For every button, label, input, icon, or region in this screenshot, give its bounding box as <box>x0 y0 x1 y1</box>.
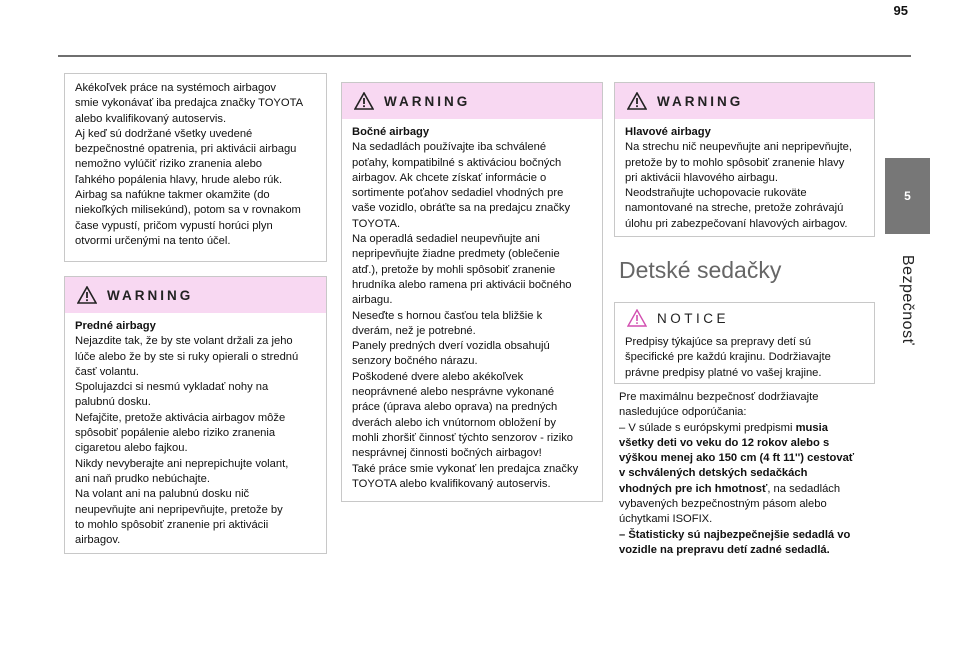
text-line: Panely predných dverí vozidla obsahujú <box>352 340 550 353</box>
bullet-line: výškou menej ako 150 cm (4 ft 11'') cestovať <box>619 452 855 465</box>
text-line: Poškodené dvere alebo akékoľvek <box>352 370 524 383</box>
text-line: spôsobiť popálenie alebo riziko zranenia <box>75 427 276 440</box>
text-line: Na volant ani na palubnú dosku nič <box>75 488 250 501</box>
text-line: Nefajčite, pretože aktivácia airbagov môže <box>75 411 286 424</box>
text-line: ani naň prudko nebúchajte. <box>75 472 210 485</box>
warning-heading: Hlavové airbagy <box>625 126 711 138</box>
airbag-info-box <box>64 73 327 262</box>
text-line: nepripevňujte žiadne predmety (oblečenie <box>352 248 560 261</box>
text-line: dverách alebo ich vnútornom obložení by <box>352 416 556 429</box>
notice-header <box>615 303 874 333</box>
text-line: Aj keď sú dodržané všetky uvedené <box>75 127 253 140</box>
text-line: namontované na streche, pretože zohrávajú <box>625 202 844 215</box>
text-line: airbagov. <box>75 534 121 547</box>
warning-header <box>65 277 326 313</box>
text-line: špecifické pre každú krajinu. Dodržiavajte <box>625 351 831 364</box>
text-line: právne predpisy platné vo vašej krajine. <box>625 366 822 379</box>
notice-title: NOTICE <box>657 310 730 326</box>
text-line: mohli zhoršiť činnosť týchto senzorov - riziko <box>352 431 574 444</box>
bullet-line: vhodných pre ich hmotnosť, na sedadlách <box>619 482 841 495</box>
text-line: Nejazdite tak, že by ste volant držali za jeho <box>75 335 293 348</box>
text-line: bezpečnostné opatrenia, pri aktivácii airbagu <box>75 143 297 156</box>
text-line: Neodstraňujte uchopovacie rukoväte <box>625 187 807 200</box>
text-line: niekoľkých milisekúnd), potom sa v rovnakom <box>75 204 301 217</box>
text-line: neupevňujte ani nepripevňujte, pretože by <box>75 503 283 516</box>
warning-header <box>615 83 874 119</box>
text-line: cigaretou alebo fajkou. <box>75 442 188 455</box>
text-line: lúče alebo že by ste si ruky opierali o strednú <box>75 350 299 363</box>
warning-box-head-airbags <box>614 82 875 237</box>
bullet-line: – Štatisticky sú najbezpečnejšie sedadlá vo <box>619 528 851 541</box>
text-line: nemožno vylúčiť riziko zranenia alebo <box>75 158 263 171</box>
warning-heading: Bočné airbagy <box>352 126 430 138</box>
text-line: smie vykonávať iba predajca značky TOYOTA <box>75 97 304 110</box>
text-line: vaše vozidlo, obráťte sa na predajcu značky <box>352 202 571 215</box>
bullet-line: úchytkami ISOFIX. <box>619 513 713 526</box>
warning-title: WARNING <box>107 287 194 303</box>
bullet-line: v schválených detských sedačkách <box>619 467 808 480</box>
text-line: Nikdy nevyberajte ani neprepichujte volant, <box>75 457 289 470</box>
warning-box-side-airbags <box>341 82 603 502</box>
text-line: TOYOTA alebo kvalifikovaný autoservis. <box>352 477 551 490</box>
text-line: Také práce smie vykonať len predajca značky <box>352 462 579 475</box>
text-line: Predpisy týkajúce sa prepravy detí sú <box>625 336 811 348</box>
bullet-line: všetky deti vo veku do 12 rokov alebo s <box>619 436 830 449</box>
text-line: Spolujazdci si nesmú vykladať nohy na <box>75 381 269 394</box>
text-line: to mohlo spôsobiť zranenie pri aktivácii <box>75 518 269 531</box>
section-title-child-seats: Detské sedačky <box>619 257 782 283</box>
text-line: ľahkého popálenia hlavy, hrude alebo rúk. <box>75 173 283 186</box>
text-line: Na operadlá sedadiel neupevňujte ani <box>352 233 540 246</box>
chapter-number: 5 <box>904 189 911 203</box>
notice-box <box>614 302 875 384</box>
text-line: hrudníka alebo ramena pri aktivácii bočného <box>352 278 572 291</box>
warning-box-front-airbags <box>64 276 327 554</box>
text-line: Airbag sa nafúkne takmer okamžite (do <box>75 189 270 202</box>
text-line: nesprávnej činnosti bočných airbagov! <box>352 447 542 460</box>
warning-heading: Predné airbagy <box>75 320 156 332</box>
warning-title: WARNING <box>384 93 471 109</box>
page-number: 95 <box>893 3 908 18</box>
text-line: airbagov. Ak chcete získať informácie o <box>352 171 547 184</box>
text-line: čase vypustí, pričom vypustí horúci plyn <box>75 219 273 232</box>
text-line: práce (úprava alebo oprava) na predných <box>352 401 558 414</box>
text-line: sortimente poťahov sedadiel vhodných pre <box>352 187 564 200</box>
header-rule <box>58 55 911 57</box>
intro-line: Pre maximálnu bezpečnosť dodržiavajte <box>619 391 819 403</box>
text-line: senzory bočného nárazu. <box>352 355 478 368</box>
chapter-title <box>881 245 933 355</box>
text-line: atď.), pretože by mohli spôsobiť zranenie <box>352 263 556 276</box>
intro-line: nasledujúce odporúčania: <box>619 406 747 419</box>
text-line: poťahy, kompatibilné s aktiváciou bočných <box>352 156 562 169</box>
text-line: Na strechu nič neupevňujte ani nepripevňujte, <box>625 141 853 154</box>
text-line: otvormi určenými na tento účel. <box>75 234 231 247</box>
text-line: TOYOTA. <box>352 217 401 230</box>
text-line: Akékoľvek práce na systémoch airbagov <box>75 82 277 94</box>
bullet-line: – V súlade s európskymi predpismi musia <box>619 421 828 434</box>
notice-triangle-icon <box>627 309 647 327</box>
child-seat-recommendations <box>619 390 879 558</box>
text-line: alebo kvalifikovaný autoservis. <box>75 112 227 125</box>
text-line: airbagu. <box>352 294 393 307</box>
warning-triangle-icon <box>354 92 374 110</box>
text-line: neoprávnené alebo nesprávne vykonané <box>352 386 555 399</box>
text-line: časť volantu. <box>75 365 139 378</box>
warning-triangle-icon <box>627 92 647 110</box>
text-line: palubnú dosku. <box>75 396 151 409</box>
text-line: dverám, než je potrebné. <box>352 324 476 337</box>
warning-triangle-icon <box>77 286 97 304</box>
warning-title: WARNING <box>657 93 744 109</box>
chapter-title-text: Bezpečnosť <box>899 254 917 346</box>
text-line: Neseďte s hornou časťou tela bližšie k <box>352 309 543 322</box>
bullet-line: vybavených bezpečnostným pásom alebo <box>619 498 827 511</box>
warning-header <box>342 83 602 119</box>
chapter-tab[interactable] <box>885 158 930 234</box>
text-line: Na sedadlách používajte iba schválené <box>352 141 547 154</box>
text-line: úlohu pri zabezpečovaní hlavových airbagov. <box>625 217 848 230</box>
text-line: pri aktivácii hlavového airbagu. <box>625 171 778 184</box>
bullet-line: vozidle na prepravu detí zadné sedadlá. <box>619 543 830 556</box>
text-line: pretože by to mohlo spôsobiť zranenie hlavy <box>625 156 845 169</box>
